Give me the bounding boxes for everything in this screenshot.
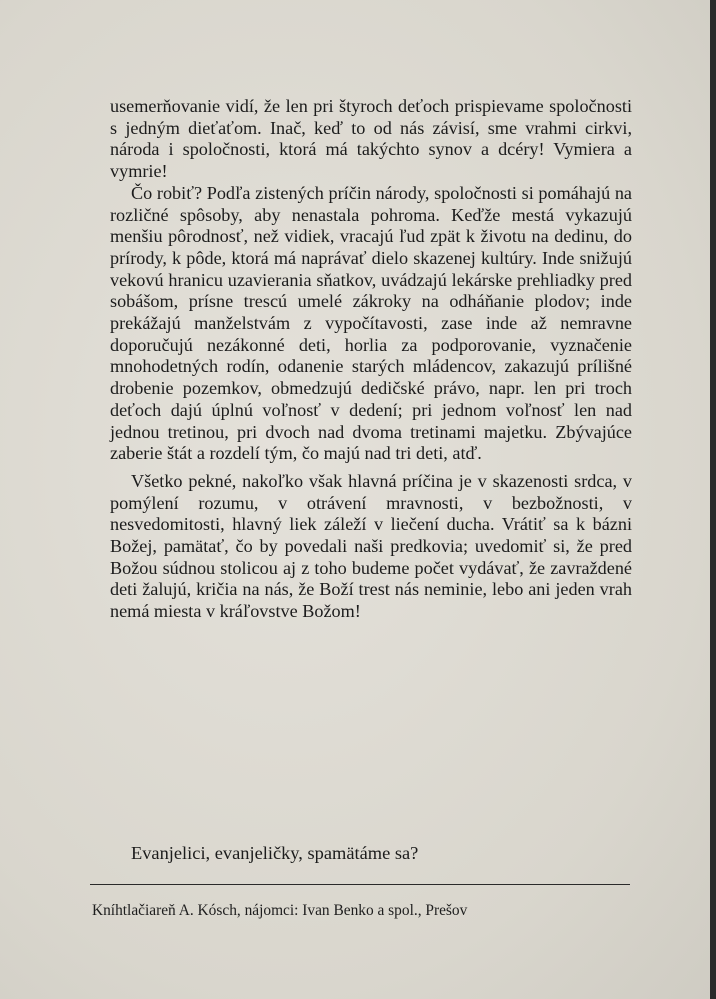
printer-imprint: Kníhtlačiareň A. Kósch, nájomci: Ivan Benko a spol., Prešov: [92, 902, 468, 919]
divider-rule: [90, 884, 630, 885]
paragraph-2: Čo robiť? Podľa zistených príčin národy, spoločnosti si pomáhajú na rozličné spôsoby, aby nenastala pohroma. Keďže mestá vykazujú menšiu pôrodnosť, než vidiek, vracajú ľud zpät k životu na dedinu, do prírody, k pôde, ktorá má naprávať dielo skazenej kultúry. Inde snižujú vekovú hranicu uzavierania sňatkov, uvádzajú lekárske prehliadky pred sobášom, prísne trescú umelé zákroky na odháňanie plodov; inde prekážajú manželstvám z vypočítavosti, zase inde až nemravne doporučujú nezákonné deti, horlia za podporovanie, vyznačenie mnohodetných rodín, odanenie starých mládencov, zakazujú prílišné drobenie pozemkov, obmedzujú dedičské právo, napr. len pri troch deťoch dajú úplnú voľnosť v dedení; pri jednom voľnosť len nad jednou tretinou, pri dvoch nad dvoma tretinami majetku. Zbývajúce zaberie štát a rozdelí tým, čo majú nad tri deti, atď.: [110, 182, 632, 464]
paragraph-3: Všetko pekné, nakoľko však hlavná príčina je v skazenosti srdca, v pomýlení rozumu, v otrávení mravnosti, v bezbožnosti, v nesvedomitosti, hlavný liek záleží v liečení ducha. Vrátiť sa k bázni Božej, pamätať, čo by povedali naši predkovia; uvedomiť si, že pred Božou súdnou stolicou aj z toho budeme počet vydávať, že zavraždené deti žalujú, kričia na nás, že Boží trest nás neminie, lebo ani jeden vrah nemá miesta v kráľovstve Božom!: [110, 470, 632, 622]
paragraph-1: usemerňovanie vidí, že len pri štyroch deťoch prispievame spoločnosti s jedným dieťaťom. Inač, keď to od nás závisí, sme vrahmi cirkvi, národa i spoločnosti, ktorá má takýchto synov a dcéry! Vymiera a vymrie!: [110, 96, 632, 182]
closing-line: Evanjelici, evanjeličky, spamätáme sa?: [131, 843, 419, 863]
body-text: [110, 96, 632, 623]
page-edge-shadow: [710, 0, 716, 999]
